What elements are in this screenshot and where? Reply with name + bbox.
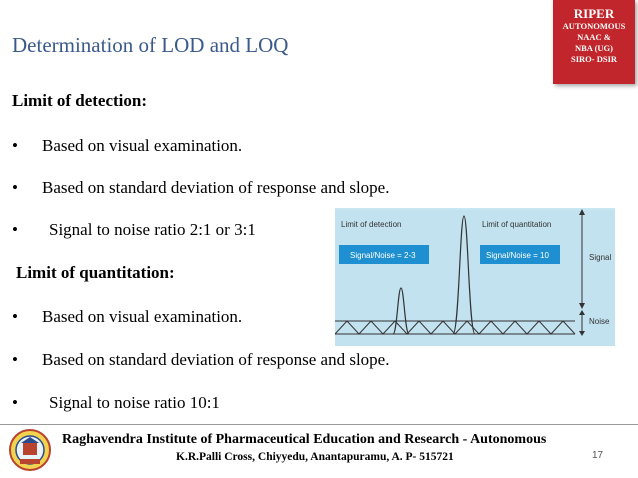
loq-ratio-text: Signal/Noise = 10 xyxy=(486,251,549,260)
bullet-dot: • xyxy=(12,307,18,326)
bullet-text: Signal to noise ratio 2:1 or 3:1 xyxy=(49,220,256,239)
badge-line: SIRO- DSIR xyxy=(570,54,618,64)
badge-name: RIPER xyxy=(573,6,615,21)
signal-label: Signal xyxy=(589,253,612,262)
bullet-text: Based on standard deviation of response and slope. xyxy=(42,350,390,369)
lod-label: Limit of detection xyxy=(341,220,402,229)
badge-line: AUTONOMOUS xyxy=(562,21,626,31)
loq-heading: Limit of quantitation: xyxy=(16,263,175,282)
bullet-text: Based on visual examination. xyxy=(42,307,243,326)
bullet-dot: • xyxy=(12,350,18,369)
loq-bullet xyxy=(12,350,389,370)
lod-bullet xyxy=(12,220,256,240)
slide-title: Determination of LOD and LOQ xyxy=(12,33,289,57)
loq-bullet xyxy=(12,393,220,413)
footer-institute-name: Raghavendra Institute of Pharmaceutical Education and Research - Autonomous xyxy=(62,432,547,447)
lod-bullet xyxy=(12,178,389,198)
bullet-text: Signal to noise ratio 10:1 xyxy=(49,393,220,412)
badge-line: NAAC & xyxy=(577,32,611,42)
lod-loq-signal-figure xyxy=(335,208,615,346)
bullet-dot: • xyxy=(12,136,18,155)
lod-heading: Limit of detection: xyxy=(12,91,148,110)
footer-divider xyxy=(0,424,638,425)
lod-bullet xyxy=(12,136,242,156)
bullet-dot: • xyxy=(12,220,18,239)
bullet-dot: • xyxy=(12,178,18,197)
bullet-text: Based on visual examination. xyxy=(42,136,243,155)
bullet-dot: • xyxy=(12,393,18,412)
badge-line: NBA (UG) xyxy=(574,43,613,53)
bullet-text: Based on standard deviation of response and slope. xyxy=(42,178,390,197)
institute-logo-icon xyxy=(8,428,52,472)
noise-label: Noise xyxy=(589,317,610,326)
riper-badge xyxy=(553,0,635,84)
footer-address: K.R.Palli Cross, Chiyyedu, Anantapuramu, A. P- 515721 xyxy=(176,451,454,463)
lod-ratio-text: Signal/Noise = 2-3 xyxy=(350,251,416,260)
page-number: 17 xyxy=(592,450,604,461)
loq-label: Limit of quantitation xyxy=(482,220,552,229)
loq-bullet xyxy=(12,307,242,327)
